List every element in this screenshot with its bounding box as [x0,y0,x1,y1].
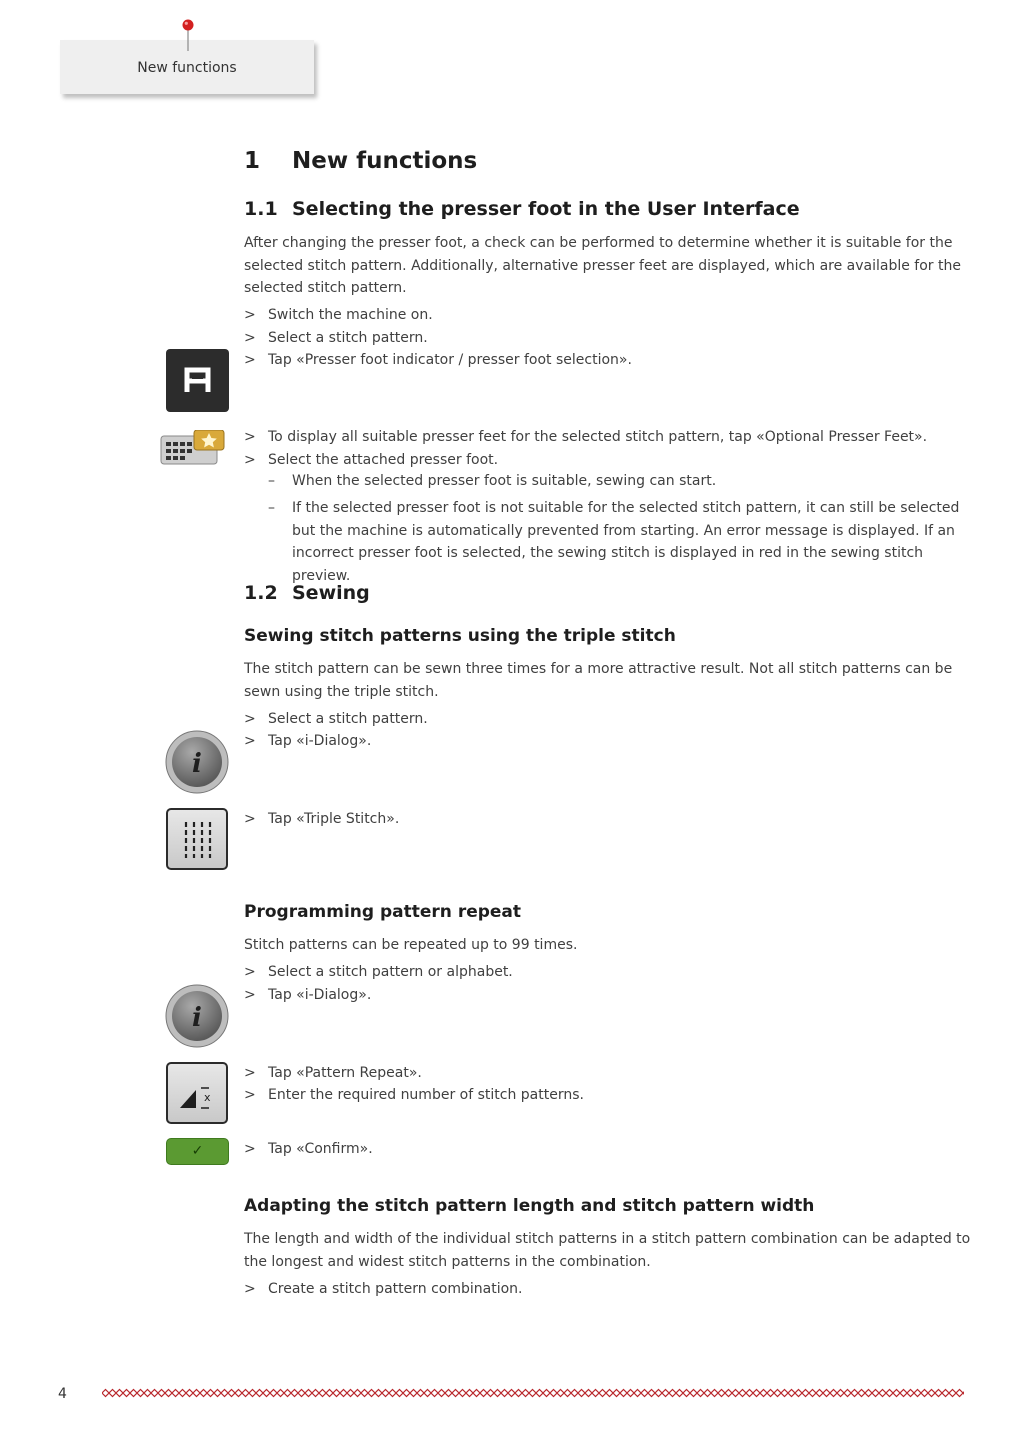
step: > Select the attached presser foot. [244,452,499,468]
optional-presser-feet-icon[interactable] [160,430,226,465]
confirm-button[interactable] [166,1138,229,1165]
chapter-title: 1 New functions [244,148,478,174]
i-dialog-icon[interactable] [165,730,229,794]
adapt-intro: The length and width of the individual stitch patterns in a stitch pattern combination can be adapted to the longest and widest stitch patterns in the combination. [244,1231,971,1270]
step: > To display all suitable presser feet for the selected stitch pattern, tap «Optional Presser Feet». [244,429,928,445]
pin-icon [181,18,195,52]
step: > Select a stitch pattern or alphabet. [244,964,513,980]
section-1-1-intro: After changing the presser foot, a check can be performed to determine whether it is suitable for the selected stitch pattern. Additionally, alternative presser feet are displayed, which are available for the selected stitch pattern. [244,235,961,296]
result-item: – If the selected presser foot is not suitable for the selected stitch pattern, it can still be selected but the machine is automatically prevented from starting. An error message is displayed. If an incorrect presser foot is selected, the sewing stitch is displayed in red in the sewing stitch preview. [268,500,960,584]
step: > Tap «Presser foot indicator / presser foot selection». [244,352,632,368]
pattern-repeat-intro: Stitch patterns can be repeated up to 99 times. [244,937,578,953]
presser-foot-indicator-icon[interactable] [166,349,229,412]
step: > Tap «Confirm». [244,1141,373,1157]
step: > Switch the machine on. [244,307,433,323]
step: > Enter the required number of stitch patterns. [244,1087,584,1103]
step: > Select a stitch pattern. [244,330,428,346]
step: > Tap «i-Dialog». [244,987,372,1003]
step: > Tap «i-Dialog». [244,733,372,749]
step: > Tap «Triple Stitch». [244,811,400,827]
svg-text:x: x [204,1091,211,1104]
result-item: – When the selected presser foot is suitable, sewing can start. [268,473,717,489]
triple-stitch-icon[interactable] [166,808,228,870]
svg-text:i: i [192,1003,202,1033]
section-1-2-heading: 1.2 Sewing [244,582,370,604]
pattern-repeat-icon[interactable] [166,1062,228,1124]
step: > Tap «Pattern Repeat». [244,1065,422,1081]
page-number: 4 [58,1386,67,1402]
svg-text:i: i [192,749,202,779]
triple-stitch-intro: The stitch pattern can be sewn three times for a more attractive result. Not all stitch patterns can be sewn using the triple stitch. [244,661,953,700]
step: > Create a stitch pattern combination. [244,1281,523,1297]
decorative-stitch-line [102,1386,964,1400]
section-1-1-heading: 1.1 Selecting the presser foot in the User Interface [244,198,800,220]
step: > Select a stitch pattern. [244,711,428,727]
section-tab-label: New functions [137,60,237,76]
pattern-repeat-heading: Programming pattern repeat [244,902,522,922]
triple-stitch-heading: Sewing stitch patterns using the triple stitch [244,626,676,646]
checkmark-icon: ✓ [191,1143,204,1159]
i-dialog-icon[interactable] [165,984,229,1048]
adapt-heading: Adapting the stitch pattern length and stitch pattern width [244,1196,815,1216]
